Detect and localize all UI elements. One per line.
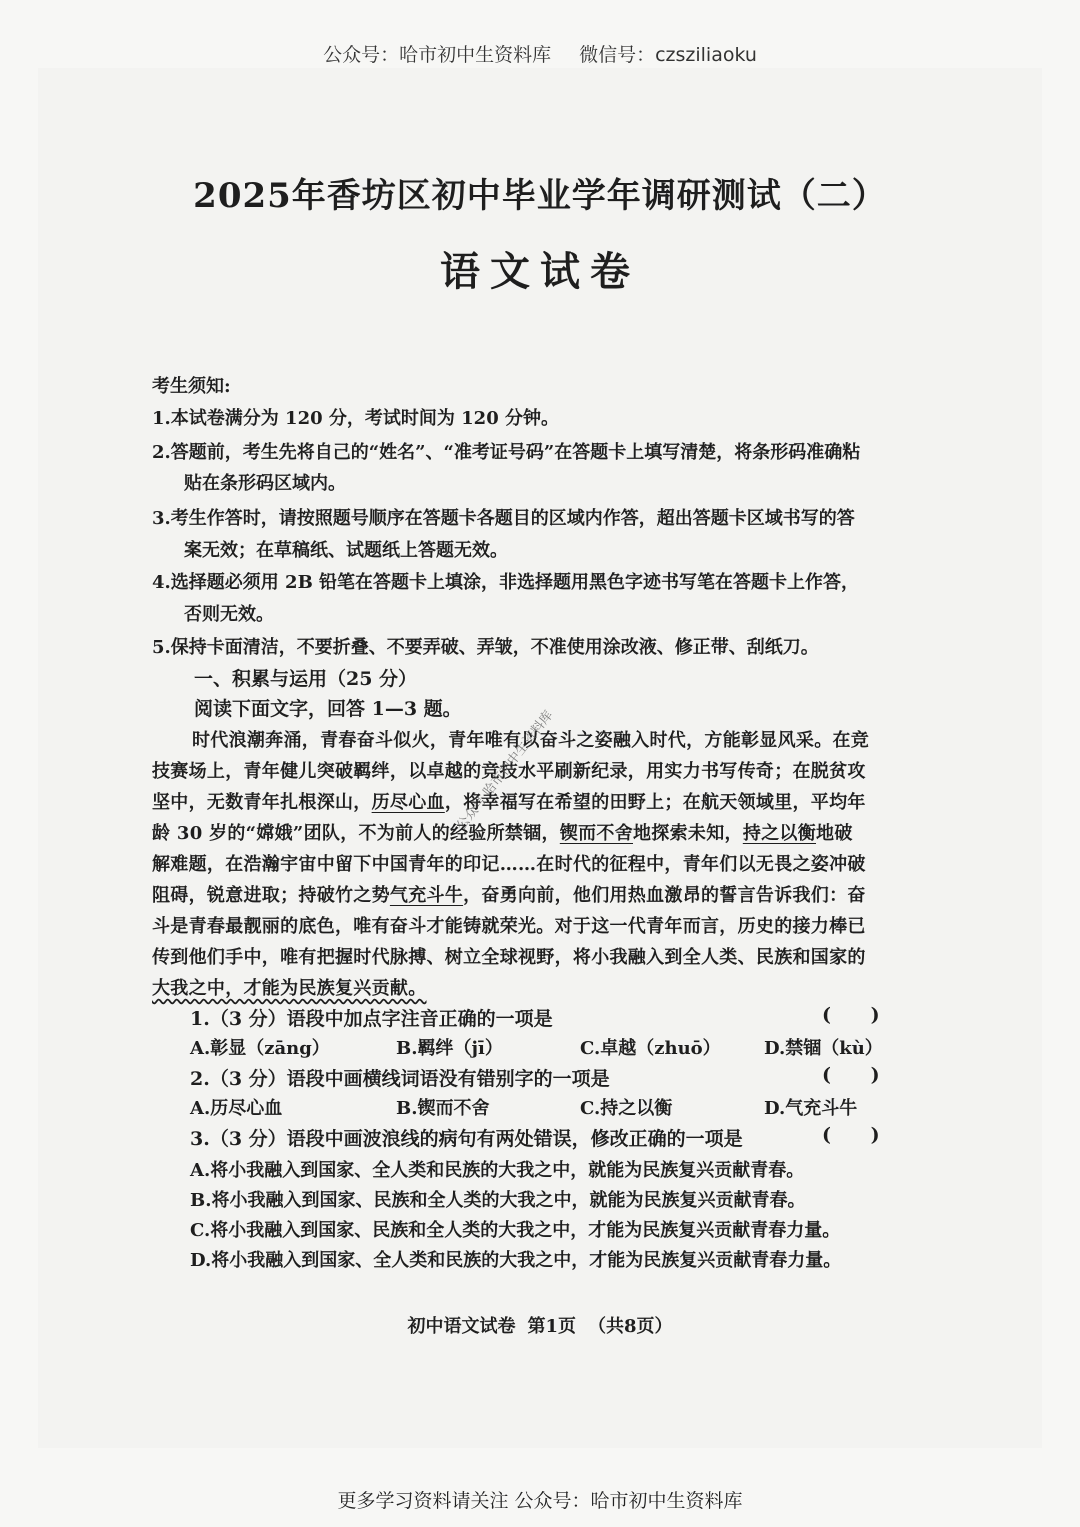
passage-line: 时代浪潮奔涌，青春奋斗似火，青年唯有以奋斗之姿融入时代，方能彰显风采。在竞 [192, 730, 870, 751]
page-number: 第1页 [527, 1316, 576, 1337]
paper-name: 初中语文试卷 [407, 1316, 516, 1337]
notice-rule-2: 2.答题前，考生先将自己的“姓名”、“准考证号码”在答题卡上填写清楚，将条形码准确粘 [152, 442, 861, 463]
question-2-option-a: A.历尽心血 [190, 1098, 283, 1119]
page-footer [0, 1312, 1080, 1338]
underlined-word: 锲而不舍 [559, 823, 633, 844]
question-1-option-d: D.禁锢（kù） [764, 1038, 883, 1059]
passage-line: 解难题，在浩瀚宇宙中留下中国青年的印记……在时代的征程中，青年们以无畏之姿冲破 [152, 854, 866, 875]
question-2-option-c: C.持之以衡 [580, 1098, 673, 1119]
answer-blank: ( ) [822, 1004, 880, 1026]
underlined-word: 气充斗牛 [389, 885, 464, 906]
notice-rule-3-cont: 案无效；在草稿纸、试题纸上答题无效。 [184, 540, 508, 561]
section-heading: 一、积累与运用（25 分） [194, 668, 418, 690]
reading-instruction: 阅读下面文字，回答 1—3 题。 [194, 698, 462, 720]
exam-title: 2025年香坊区初中毕业学年调研测试（二） [193, 176, 887, 216]
notice-rule-4-cont: 否则无效。 [184, 604, 274, 625]
notice-rule-4: 4.选择题必须用 2B 铅笔在答题卡上填涂，非选择题用黑色字迹书写笔在答题卡上作答， [152, 572, 860, 593]
passage-line: 坚中，无数青年扎根深山，历尽心血，将幸福写在希望的田野上；在航天领域里，平均年 [152, 792, 866, 813]
notice-rule-2-cont: 贴在条形码区域内。 [184, 473, 346, 494]
question-1-option-b: B.羁绊（jī） [396, 1038, 503, 1059]
question-3-option-b: B.将小我融入到国家、民族和全人类的大我之中，就能为民族复兴贡献青春。 [190, 1190, 806, 1211]
passage-line: 龄 30 岁的“嫦娥”团队，不为前人的经验所禁锢，锲而不舍地探索未知，持之以衡地破 [152, 823, 853, 844]
underlined-word: 历尽心血 [371, 792, 445, 813]
notice-rule-5: 5.保持卡面清洁，不要折叠、不要弄破、弄皱，不准使用涂改液、修正带、刮纸刀。 [152, 637, 819, 658]
underlined-word: 持之以衡 [742, 823, 817, 844]
question-2-option-b: B.锲而不舍 [396, 1098, 490, 1119]
question-2-option-d: D.气充斗牛 [764, 1098, 858, 1119]
passage-line [152, 974, 912, 1000]
passage-line: 阻碍，锐意进取；持破竹之势气充斗牛，奋勇向前，他们用热血激昂的誓言告诉我们：奋 [152, 885, 866, 906]
question-1-option-c: C.卓越（zhuō） [580, 1038, 721, 1059]
answer-blank: ( ) [822, 1124, 880, 1146]
page-total: （共8页） [588, 1316, 673, 1337]
question-3-option-c: C.将小我融入到国家、民族和全人类的大我之中，才能为民族复兴贡献青春力量。 [190, 1220, 841, 1241]
question-2-stem: 2.（3 分）语段中画横线词语没有错别字的一项是 [190, 1068, 610, 1090]
exam-subtitle: 语文试卷 [440, 248, 640, 295]
notice-heading: 考生须知: [152, 376, 231, 397]
passage-line: 传到他们手中，唯有把握时代脉搏、树立全球视野，将小我融入到全人类、民族和国家的 [152, 947, 866, 968]
page-header [0, 40, 1080, 67]
answer-blank: ( ) [822, 1064, 880, 1086]
wechat-id-label: 微信号：czsziliaoku [579, 44, 757, 66]
watermark-stamp: 公众号 哈市初中生资料库 [453, 708, 557, 834]
question-1-option-a: A.彰显（zāng） [190, 1038, 330, 1059]
question-3-stem: 3.（3 分）语段中画波浪线的病句有两处错误，修改正确的一项是 [190, 1128, 743, 1150]
question-1-stem: 1.（3 分）语段中加点字注音正确的一项是 [190, 1008, 553, 1030]
notice-rule-3: 3.考生作答时，请按照题号顺序在答题卡各题目的区域内作答，超出答题卡区域书写的答 [152, 508, 855, 529]
promo-footer: 更多学习资料请关注 公众号：哈市初中生资料库 [337, 1490, 743, 1512]
question-3-option-d: D.将小我融入到国家、全人类和民族的大我之中，才能为民族复兴贡献青春力量。 [190, 1250, 842, 1271]
passage-line: 技赛场上，青年健儿突破羁绊，以卓越的竞技水平刷新纪录，用实力书写传奇；在脱贫攻 [152, 761, 866, 782]
notice-rule-1: 1.本试卷满分为 120 分，考试时间为 120 分钟。 [152, 408, 560, 429]
public-account-label: 公众号：哈市初中生资料库 [323, 44, 552, 66]
question-3-option-a: A.将小我融入到国家、全人类和民族的大我之中，就能为民族复兴贡献青春。 [190, 1160, 805, 1181]
passage-line: 斗是青春最靓丽的底色，唯有奋斗才能铸就荣光。对于这一代青年而言，历史的接力棒已 [152, 916, 866, 937]
wavy-underlined-sentence: 大我之中，才能为民族复兴贡献。 [152, 978, 427, 999]
